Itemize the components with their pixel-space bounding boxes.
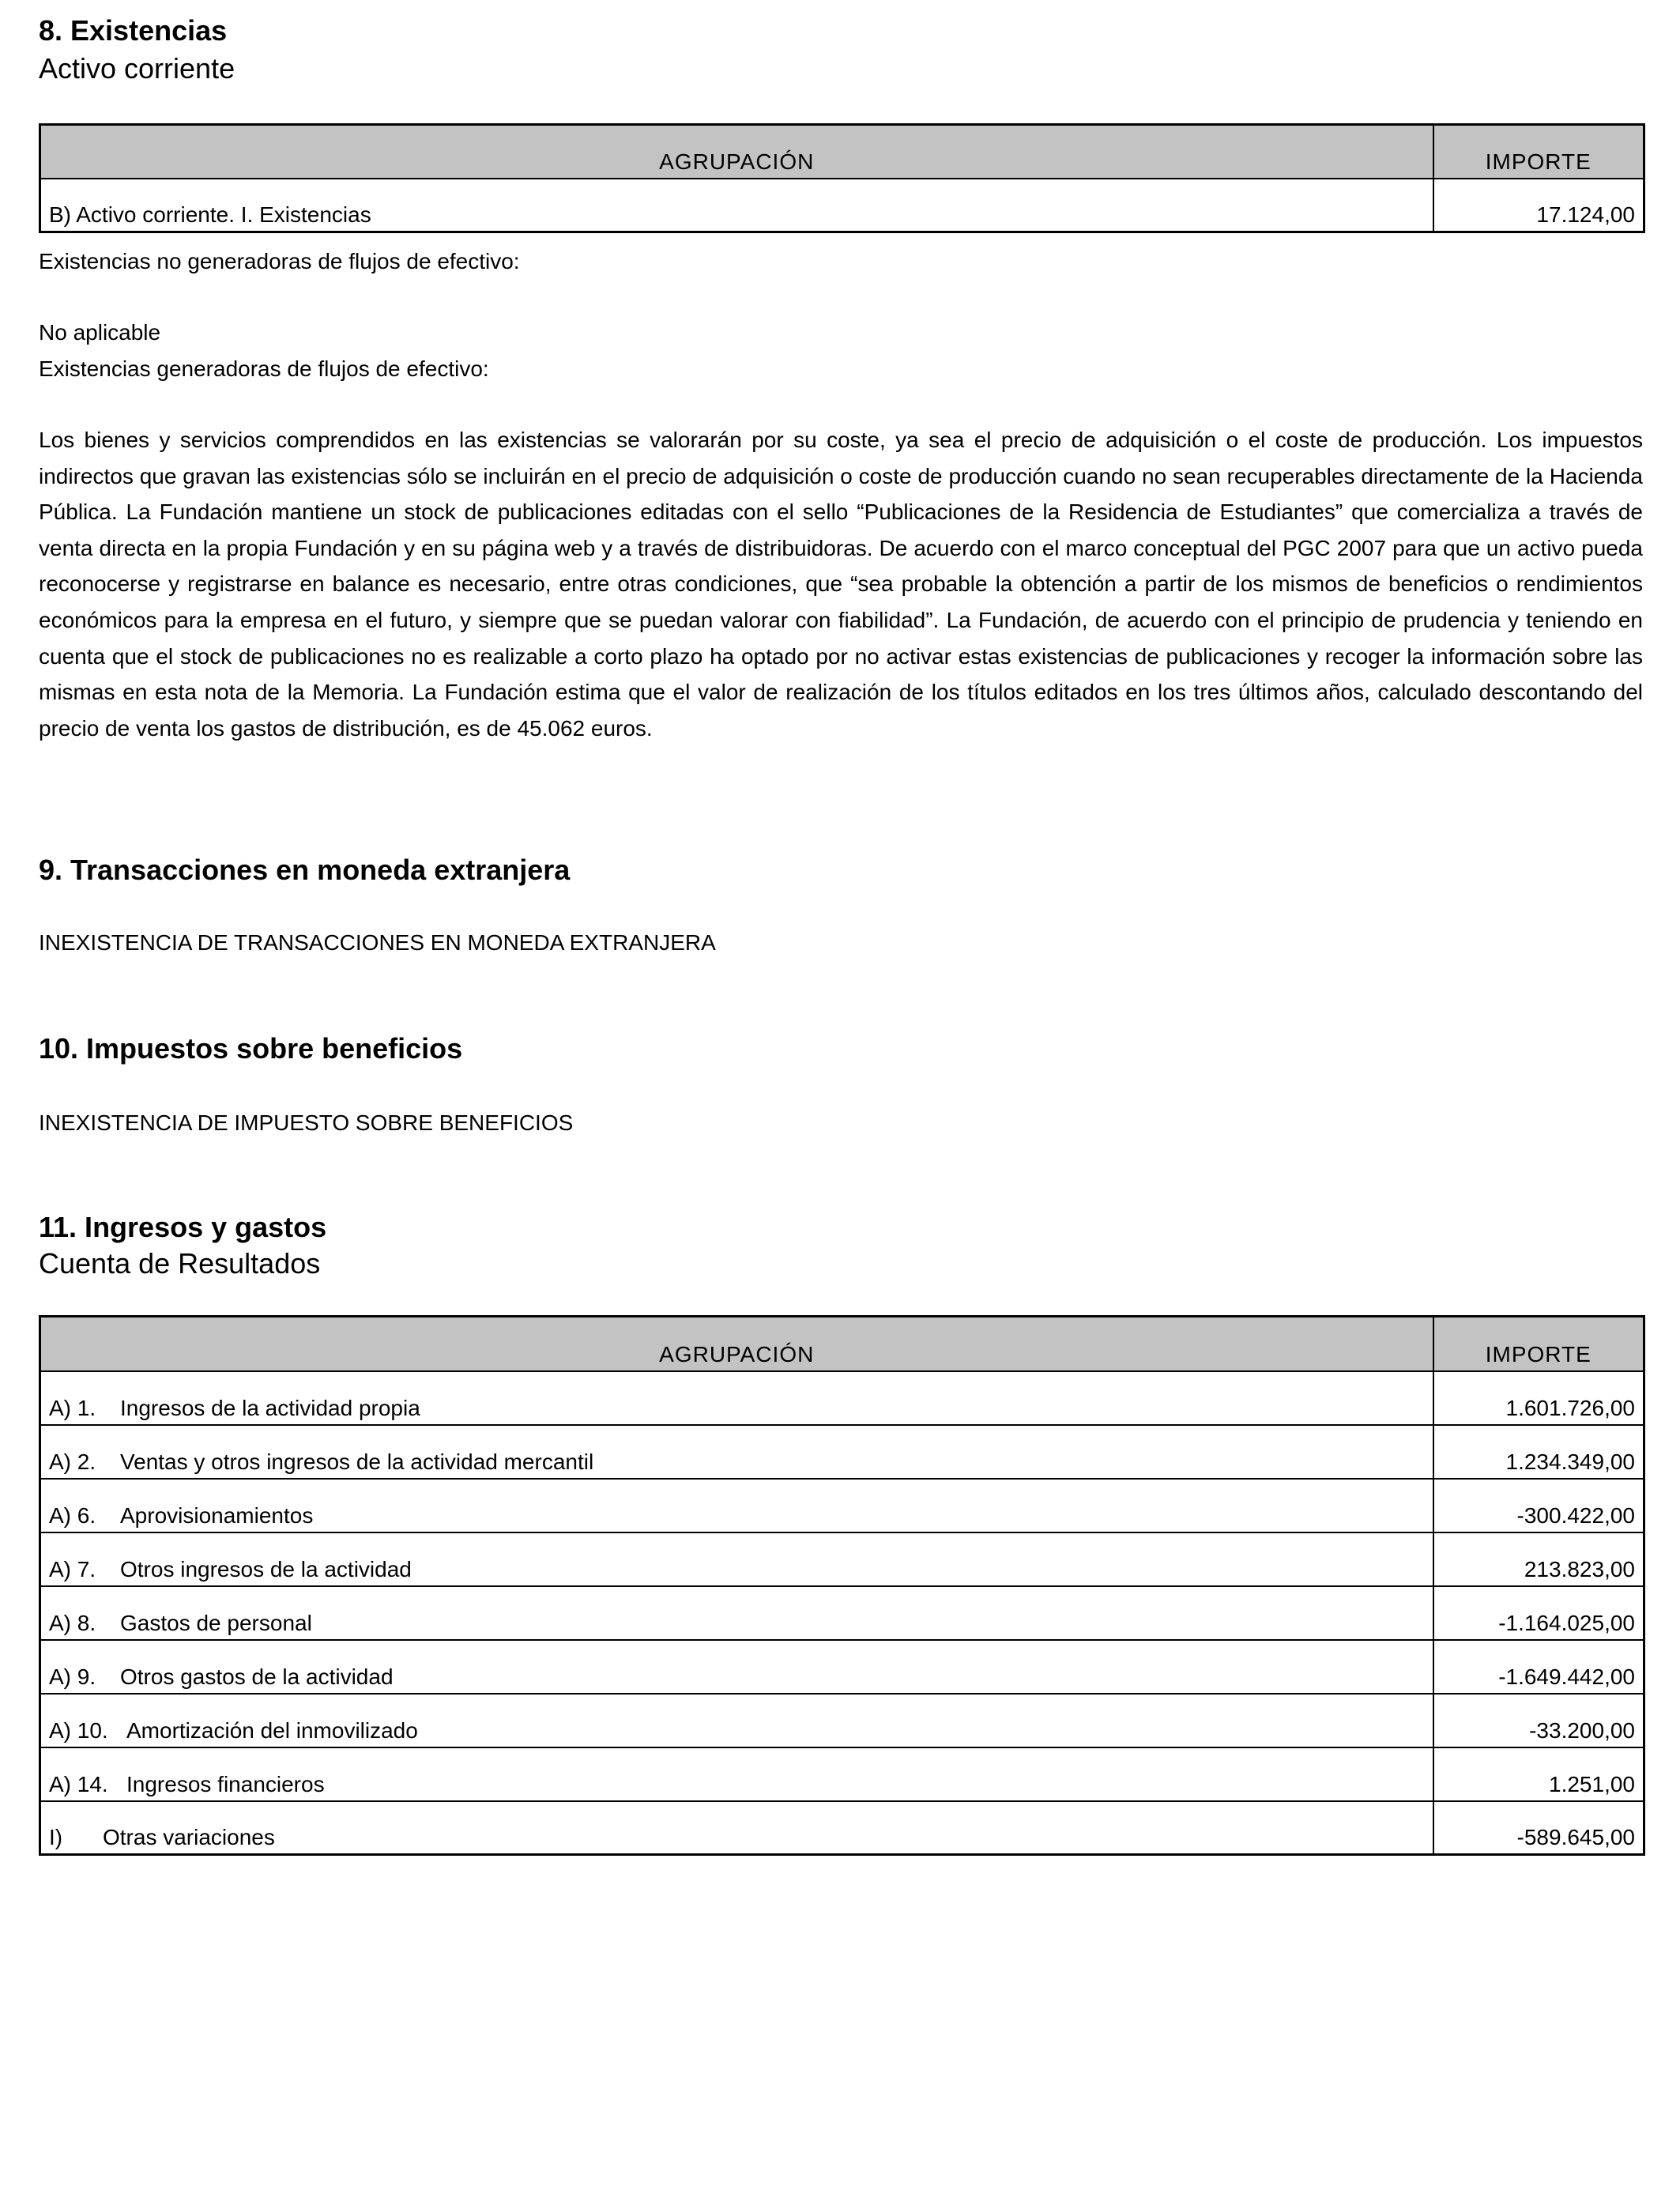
- row-description: Amortización del inmovilizado: [126, 1717, 418, 1743]
- table-row: [40, 1586, 1644, 1640]
- row-value: -1.649.442,00: [1433, 1640, 1644, 1694]
- row-description: Otros ingresos de la actividad: [120, 1556, 412, 1581]
- row-label: [40, 1425, 1433, 1479]
- table-row: [40, 1640, 1644, 1694]
- section-8-subtitle: Activo corriente: [39, 52, 235, 85]
- row-label: [40, 1694, 1433, 1747]
- header-importe: IMPORTE: [1433, 1317, 1644, 1371]
- row-label: B) Activo corriente. I. Existencias: [40, 179, 1433, 232]
- row-label: [40, 1371, 1433, 1425]
- table-row: [40, 1801, 1644, 1855]
- row-label: [40, 1801, 1433, 1855]
- header-importe: IMPORTE: [1433, 125, 1644, 179]
- table-row: [40, 1532, 1644, 1586]
- row-value: -1.164.025,00: [1433, 1586, 1644, 1640]
- section-9-title: 9. Transacciones en moneda extranjera: [39, 854, 571, 886]
- no-aplicable-text: No aplicable: [39, 320, 161, 345]
- row-description: Aprovisionamientos: [120, 1502, 314, 1528]
- row-value: 17.124,00: [1433, 179, 1644, 232]
- existencias-generadoras-label: Existencias generadoras de flujos de efectivo:: [39, 356, 489, 381]
- section-11-title: 11. Ingresos y gastos: [39, 1211, 327, 1243]
- row-label: [40, 1640, 1433, 1694]
- row-description: Ingresos financieros: [126, 1771, 325, 1796]
- table-header-row: [40, 125, 1644, 179]
- row-value: 213.823,00: [1433, 1532, 1644, 1586]
- table-row: [40, 1747, 1644, 1801]
- row-code: A) 2.: [49, 1449, 96, 1474]
- row-value: 1.251,00: [1433, 1747, 1644, 1801]
- table-header-row: [40, 1317, 1644, 1371]
- row-value: 1.601.726,00: [1433, 1371, 1644, 1425]
- row-description: Ventas y otros ingresos de la actividad mercantil: [120, 1449, 594, 1474]
- row-code: A) 1.: [49, 1395, 96, 1420]
- row-code: A) 8.: [49, 1610, 96, 1635]
- row-label: [40, 1586, 1433, 1640]
- section-10-text: INEXISTENCIA DE IMPUESTO SOBRE BENEFICIOS: [39, 1110, 574, 1135]
- row-label: [40, 1747, 1433, 1801]
- section-8-title: 8. Existencias: [39, 14, 228, 47]
- header-agrupacion: AGRUPACIÓN: [40, 1317, 1433, 1371]
- header-agrupacion: AGRUPACIÓN: [40, 125, 1433, 179]
- row-value: 1.234.349,00: [1433, 1425, 1644, 1479]
- existencias-no-generadoras-label: Existencias no generadoras de flujos de efectivo:: [39, 249, 520, 273]
- row-description: Otros gastos de la actividad: [120, 1664, 394, 1689]
- row-value: -589.645,00: [1433, 1801, 1644, 1855]
- section-10-title: 10. Impuestos sobre beneficios: [39, 1032, 463, 1065]
- row-code: A) 10.: [49, 1717, 108, 1743]
- table-row: [40, 1479, 1644, 1532]
- existencias-table: [39, 123, 1645, 233]
- row-description: Otras variaciones: [103, 1825, 275, 1849]
- row-description: Gastos de personal: [120, 1610, 312, 1635]
- row-description: Ingresos de la actividad propia: [120, 1395, 420, 1420]
- cuenta-resultados-table: [39, 1315, 1645, 1856]
- row-label: [40, 1479, 1433, 1532]
- row-code: I): [49, 1825, 63, 1849]
- table-row: [40, 1694, 1644, 1747]
- table-row: [40, 1425, 1644, 1479]
- section-11-subtitle: Cuenta de Resultados: [39, 1247, 321, 1280]
- table-row: [40, 1371, 1644, 1425]
- row-label: [40, 1532, 1433, 1586]
- section-9-text: INEXISTENCIA DE TRANSACCIONES EN MONEDA EXTRANJERA: [39, 930, 716, 955]
- row-code: A) 14.: [49, 1771, 108, 1796]
- row-code: A) 6.: [49, 1502, 96, 1528]
- existencias-paragraph: Los bienes y servicios comprendidos en las existencias se valorarán por su coste, ya sea el precio de adquisición o el coste de producción. Los impuestos indirectos que gravan las existencias sólo se incluirán en el precio de adquisición o coste de producción cuando no sean recuperables directamente de la Hacienda Pública. La Fundación mantiene un stock de publicaciones editadas con el sello “Publicaciones de la Residencia de Estudiantes” que comercializa a través de venta directa en la propia Fundación y en su página web y a través de distribuidoras. De acuerdo con el marco conceptual del PGC 2007 para que un activo pueda reconocerse y registrarse en balance es necesario, entre otras condiciones, que “sea probable la obtención a partir de los mismos de beneficios o rendimientos económicos para la empresa en el futuro, y siempre que se puedan valorar con fiabilidad”. La Fundación, de acuerdo con el principio de prudencia y teniendo en cuenta que el stock de publicaciones no es realizable a corto plazo ha optado por no activar estas existencias de publicaciones y recoger la información sobre las mismas en esta nota de la Memoria. La Fundación estima que el valor de realización de los títulos editados en los tres últimos años, calculado descontando del precio de venta los gastos de distribución, es de 45.062 euros.: [39, 428, 1643, 741]
- row-code: A) 7.: [49, 1556, 96, 1581]
- row-value: -33.200,00: [1433, 1694, 1644, 1747]
- table-row: [40, 179, 1644, 232]
- row-code: A) 9.: [49, 1664, 96, 1689]
- row-value: -300.422,00: [1433, 1479, 1644, 1532]
